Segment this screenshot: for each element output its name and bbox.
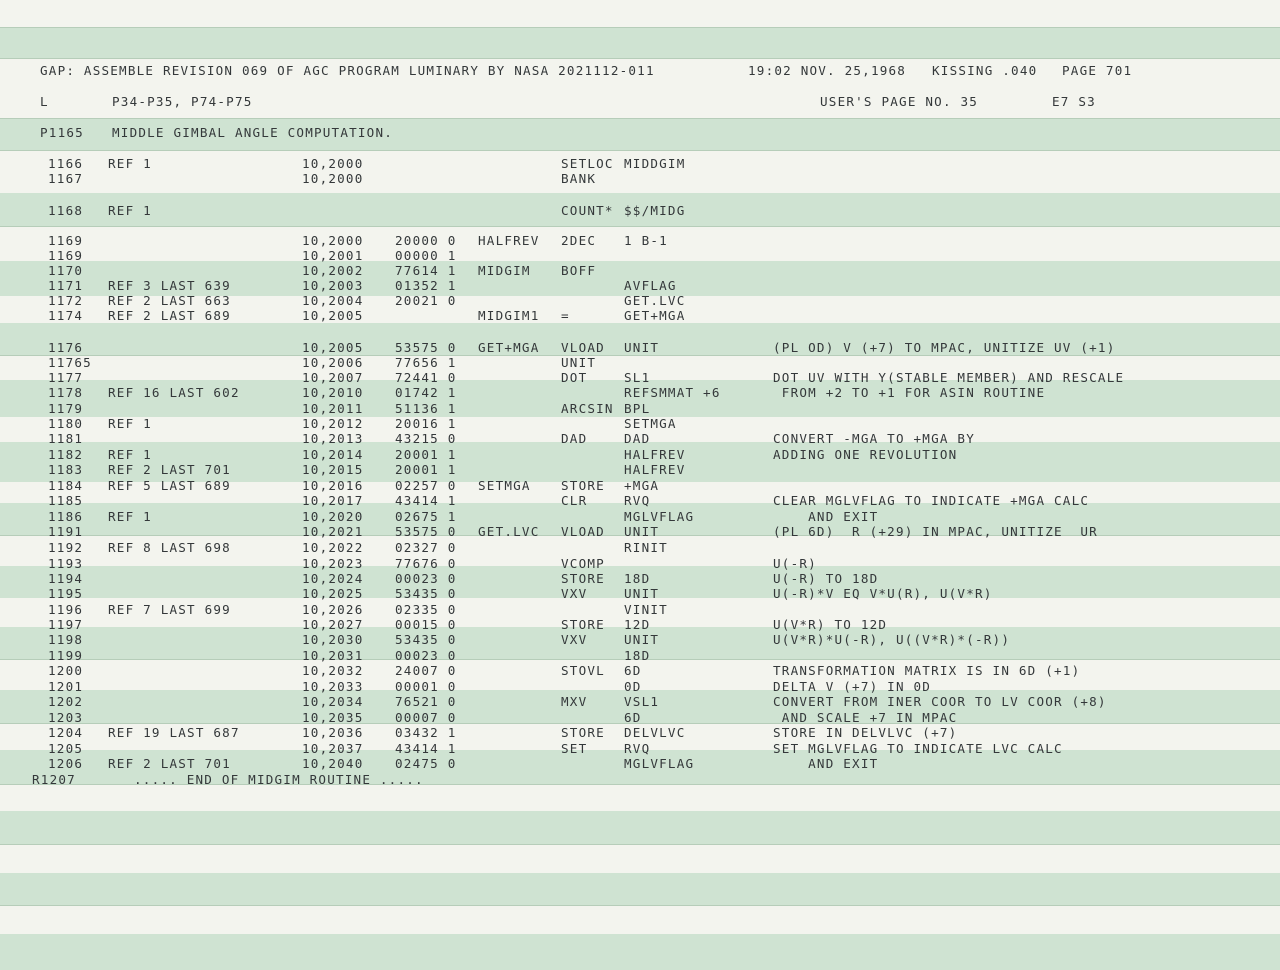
opcode: ARCSIN bbox=[561, 401, 614, 416]
octal-code: 00015 0 bbox=[395, 617, 457, 632]
octal-code: 02675 1 bbox=[395, 509, 457, 524]
opcode: BOFF bbox=[561, 263, 597, 278]
octal-code: 20021 0 bbox=[395, 293, 457, 308]
operand: GET+MGA bbox=[624, 308, 686, 323]
address: 10,2017 bbox=[302, 493, 364, 508]
line-number: 1167 bbox=[48, 171, 84, 186]
opcode: STORE bbox=[561, 725, 605, 740]
line-number: 1177 bbox=[48, 370, 84, 385]
line-number: 1180 bbox=[48, 416, 84, 431]
operand: 18D bbox=[624, 571, 651, 586]
operand: SL1 bbox=[624, 370, 651, 385]
address: 10,2004 bbox=[302, 293, 364, 308]
operand: 18D bbox=[624, 648, 651, 663]
opcode: STORE bbox=[561, 617, 605, 632]
comment: FROM +2 TO +1 FOR ASIN ROUTINE bbox=[773, 385, 1046, 400]
operand: RINIT bbox=[624, 540, 668, 555]
operand: UNIT bbox=[624, 524, 660, 539]
octal-code: 02257 0 bbox=[395, 478, 457, 493]
line-number: 1197 bbox=[48, 617, 84, 632]
octal-code: 00007 0 bbox=[395, 710, 457, 725]
section-id: P1165 bbox=[40, 125, 84, 140]
operand: UNIT bbox=[624, 632, 660, 647]
ref-field: REF 1 bbox=[108, 509, 152, 524]
label: GET+MGA bbox=[478, 340, 540, 355]
comment: STORE IN DELVLVC (+7) bbox=[773, 725, 958, 740]
header-page: PAGE 701 bbox=[1062, 63, 1133, 78]
line-number: 1201 bbox=[48, 679, 84, 694]
line-number: 1171 bbox=[48, 278, 84, 293]
opcode: VCOMP bbox=[561, 556, 605, 571]
address: 10,2010 bbox=[302, 385, 364, 400]
opcode: CLR bbox=[561, 493, 588, 508]
address: 10,2000 bbox=[302, 156, 364, 171]
address: 10,2002 bbox=[302, 263, 364, 278]
address: 10,2024 bbox=[302, 571, 364, 586]
octal-code: 02335 0 bbox=[395, 602, 457, 617]
ref-field: REF 1 bbox=[108, 416, 152, 431]
opcode: UNIT bbox=[561, 355, 597, 370]
address: 10,2021 bbox=[302, 524, 364, 539]
operand: 12D bbox=[624, 617, 651, 632]
ref-field: REF 5 LAST 689 bbox=[108, 478, 231, 493]
comment: U(V*R)*U(-R), U((V*R)*(-R)) bbox=[773, 632, 1011, 647]
line-number: 1205 bbox=[48, 741, 84, 756]
operand: +MGA bbox=[624, 478, 660, 493]
line-number: 1191 bbox=[48, 524, 84, 539]
ref-field: REF 2 LAST 701 bbox=[108, 756, 231, 771]
address: 10,2037 bbox=[302, 741, 364, 756]
comment: U(-R)*V EQ V*U(R), U(V*R) bbox=[773, 586, 993, 601]
rule-line bbox=[0, 58, 1280, 59]
comment: TRANSFORMATION MATRIX IS IN 6D (+1) bbox=[773, 663, 1081, 678]
comment: U(-R) bbox=[773, 556, 817, 571]
ref-field: REF 1 bbox=[108, 203, 152, 218]
octal-code: 02475 0 bbox=[395, 756, 457, 771]
octal-code: 20016 1 bbox=[395, 416, 457, 431]
label: GET.LVC bbox=[478, 524, 540, 539]
operand: GET.LVC bbox=[624, 293, 686, 308]
address: 10,2031 bbox=[302, 648, 364, 663]
greenbar-band bbox=[0, 873, 1280, 905]
operand: MGLVFLAG bbox=[624, 509, 695, 524]
line-number: 1206 bbox=[48, 756, 84, 771]
octal-code: 51136 1 bbox=[395, 401, 457, 416]
header-title: GAP: ASSEMBLE REVISION 069 OF AGC PROGRAM LUMINARY BY NASA 2021112-011 bbox=[40, 63, 655, 78]
address: 10,2013 bbox=[302, 431, 364, 446]
octal-code: 20001 1 bbox=[395, 462, 457, 477]
operand: UNIT bbox=[624, 340, 660, 355]
operand: HALFREV bbox=[624, 462, 686, 477]
operand: AVFLAG bbox=[624, 278, 677, 293]
octal-code: 76521 0 bbox=[395, 694, 457, 709]
footer-text: ..... END OF MIDGIM ROUTINE ..... bbox=[134, 772, 424, 787]
line-number: 1183 bbox=[48, 462, 84, 477]
octal-code: 53575 0 bbox=[395, 524, 457, 539]
address: 10,2016 bbox=[302, 478, 364, 493]
line-number: 1181 bbox=[48, 431, 84, 446]
rule-line bbox=[0, 150, 1280, 151]
opcode: SET bbox=[561, 741, 588, 756]
operand: BPL bbox=[624, 401, 651, 416]
address: 10,2014 bbox=[302, 447, 364, 462]
header-users-page: USER'S PAGE NO. 35 bbox=[820, 94, 979, 109]
octal-code: 01742 1 bbox=[395, 385, 457, 400]
header-kissing: KISSING .040 bbox=[932, 63, 1038, 78]
address: 10,2022 bbox=[302, 540, 364, 555]
comment: AND EXIT bbox=[773, 509, 879, 524]
octal-code: 53435 0 bbox=[395, 586, 457, 601]
opcode: VXV bbox=[561, 586, 588, 601]
label: MIDGIM1 bbox=[478, 308, 540, 323]
address: 10,2025 bbox=[302, 586, 364, 601]
address: 10,2005 bbox=[302, 308, 364, 323]
octal-code: 43215 0 bbox=[395, 431, 457, 446]
line-number: 11765 bbox=[48, 355, 92, 370]
line-number: 1185 bbox=[48, 493, 84, 508]
line-number: 1179 bbox=[48, 401, 84, 416]
label: HALFREV bbox=[478, 233, 540, 248]
line-number: 1172 bbox=[48, 293, 84, 308]
ref-field: REF 16 LAST 602 bbox=[108, 385, 240, 400]
address: 10,2035 bbox=[302, 710, 364, 725]
operand: DAD bbox=[624, 431, 651, 446]
operand: DELVLVC bbox=[624, 725, 686, 740]
opcode: VXV bbox=[561, 632, 588, 647]
operand: MGLVFLAG bbox=[624, 756, 695, 771]
opcode: STORE bbox=[561, 571, 605, 586]
rule-line bbox=[0, 226, 1280, 227]
octal-code: 43414 1 bbox=[395, 741, 457, 756]
address: 10,2015 bbox=[302, 462, 364, 477]
line-number: 1204 bbox=[48, 725, 84, 740]
operand: $$/MIDG bbox=[624, 203, 686, 218]
address: 10,2033 bbox=[302, 679, 364, 694]
line-number: 1169 bbox=[48, 248, 84, 263]
ref-field: REF 2 LAST 701 bbox=[108, 462, 231, 477]
operand: HALFREV bbox=[624, 447, 686, 462]
operand: RVQ bbox=[624, 741, 651, 756]
comment: AND SCALE +7 IN MPAC bbox=[773, 710, 958, 725]
line-number: 1194 bbox=[48, 571, 84, 586]
comment: CLEAR MGLVFLAG TO INDICATE +MGA CALC bbox=[773, 493, 1090, 508]
address: 10,2032 bbox=[302, 663, 364, 678]
octal-code: 72441 0 bbox=[395, 370, 457, 385]
address: 10,2006 bbox=[302, 355, 364, 370]
opcode: COUNT* bbox=[561, 203, 614, 218]
address: 10,2003 bbox=[302, 278, 364, 293]
comment: CONVERT FROM INER COOR TO LV COOR (+8) bbox=[773, 694, 1107, 709]
octal-code: 20001 1 bbox=[395, 447, 457, 462]
operand: MIDDGIM bbox=[624, 156, 686, 171]
line-number: 1166 bbox=[48, 156, 84, 171]
header-l-marker: L bbox=[40, 94, 49, 109]
opcode: VLOAD bbox=[561, 524, 605, 539]
address: 10,2023 bbox=[302, 556, 364, 571]
ref-field: REF 3 LAST 639 bbox=[108, 278, 231, 293]
address: 10,2007 bbox=[302, 370, 364, 385]
operand: VINIT bbox=[624, 602, 668, 617]
operand: 6D bbox=[624, 663, 642, 678]
line-number: 1193 bbox=[48, 556, 84, 571]
ref-field: REF 1 bbox=[108, 156, 152, 171]
greenbar-band bbox=[0, 934, 1280, 970]
octal-code: 77614 1 bbox=[395, 263, 457, 278]
opcode: 2DEC bbox=[561, 233, 597, 248]
rule-line bbox=[0, 355, 1280, 356]
rule-line bbox=[0, 27, 1280, 28]
greenbar-band bbox=[0, 811, 1280, 844]
header-timestamp: 19:02 NOV. 25,1968 bbox=[748, 63, 907, 78]
comment: U(-R) TO 18D bbox=[773, 571, 879, 586]
address: 10,2030 bbox=[302, 632, 364, 647]
opcode: = bbox=[561, 308, 570, 323]
rule-line bbox=[0, 905, 1280, 906]
address: 10,2034 bbox=[302, 694, 364, 709]
comment: (PL OD) V (+7) TO MPAC, UNITIZE UV (+1) bbox=[773, 340, 1116, 355]
comment: CONVERT -MGA TO +MGA BY bbox=[773, 431, 975, 446]
address: 10,2005 bbox=[302, 340, 364, 355]
header-programs: P34-P35, P74-P75 bbox=[112, 94, 253, 109]
octal-code: 01352 1 bbox=[395, 278, 457, 293]
comment: ADDING ONE REVOLUTION bbox=[773, 447, 958, 462]
operand: VSL1 bbox=[624, 694, 660, 709]
greenbar-band bbox=[0, 28, 1280, 58]
address: 10,2000 bbox=[302, 171, 364, 186]
rule-line bbox=[0, 844, 1280, 845]
label: SETMGA bbox=[478, 478, 531, 493]
comment: (PL 6D) R (+29) IN MPAC, UNITIZE UR bbox=[773, 524, 1098, 539]
line-number: 1170 bbox=[48, 263, 84, 278]
ref-field: REF 2 LAST 689 bbox=[108, 308, 231, 323]
comment: DELTA V (+7) IN 0D bbox=[773, 679, 932, 694]
comment: DOT UV WITH Y(STABLE MEMBER) AND RESCALE bbox=[773, 370, 1125, 385]
ref-field: REF 2 LAST 663 bbox=[108, 293, 231, 308]
address: 10,2036 bbox=[302, 725, 364, 740]
operand: RVQ bbox=[624, 493, 651, 508]
line-number: 1192 bbox=[48, 540, 84, 555]
opcode: DAD bbox=[561, 431, 588, 446]
comment: AND EXIT bbox=[773, 756, 879, 771]
octal-code: 77676 0 bbox=[395, 556, 457, 571]
opcode: VLOAD bbox=[561, 340, 605, 355]
section-title: MIDDLE GIMBAL ANGLE COMPUTATION. bbox=[112, 125, 394, 140]
ref-field: REF 1 bbox=[108, 447, 152, 462]
address: 10,2040 bbox=[302, 756, 364, 771]
label: MIDGIM bbox=[478, 263, 531, 278]
operand: UNIT bbox=[624, 586, 660, 601]
header-code: E7 S3 bbox=[1052, 94, 1096, 109]
line-number: 1198 bbox=[48, 632, 84, 647]
line-number: 1202 bbox=[48, 694, 84, 709]
line-number: 1184 bbox=[48, 478, 84, 493]
line-number: 1186 bbox=[48, 509, 84, 524]
octal-code: 02327 0 bbox=[395, 540, 457, 555]
line-number: 1176 bbox=[48, 340, 84, 355]
line-number: 1196 bbox=[48, 602, 84, 617]
octal-code: 03432 1 bbox=[395, 725, 457, 740]
octal-code: 00001 0 bbox=[395, 679, 457, 694]
comment: SET MGLVFLAG TO INDICATE LVC CALC bbox=[773, 741, 1063, 756]
rule-line bbox=[0, 118, 1280, 119]
ref-field: REF 7 LAST 699 bbox=[108, 602, 231, 617]
operand: 1 B-1 bbox=[624, 233, 668, 248]
address: 10,2000 bbox=[302, 233, 364, 248]
octal-code: 77656 1 bbox=[395, 355, 457, 370]
ref-field: REF 19 LAST 687 bbox=[108, 725, 240, 740]
octal-code: 53435 0 bbox=[395, 632, 457, 647]
line-number: 1182 bbox=[48, 447, 84, 462]
opcode: SETLOC bbox=[561, 156, 614, 171]
operand: 0D bbox=[624, 679, 642, 694]
operand: REFSMMAT +6 bbox=[624, 385, 721, 400]
line-number: 1199 bbox=[48, 648, 84, 663]
line-number: 1195 bbox=[48, 586, 84, 601]
operand: 6D bbox=[624, 710, 642, 725]
opcode: STORE bbox=[561, 478, 605, 493]
octal-code: 00023 0 bbox=[395, 648, 457, 663]
footer-id: R1207 bbox=[32, 772, 76, 787]
line-number: 1178 bbox=[48, 385, 84, 400]
address: 10,2026 bbox=[302, 602, 364, 617]
line-number: 1174 bbox=[48, 308, 84, 323]
opcode: BANK bbox=[561, 171, 597, 186]
octal-code: 00023 0 bbox=[395, 571, 457, 586]
octal-code: 43414 1 bbox=[395, 493, 457, 508]
line-number: 1200 bbox=[48, 663, 84, 678]
octal-code: 53575 0 bbox=[395, 340, 457, 355]
opcode: STOVL bbox=[561, 663, 605, 678]
address: 10,2027 bbox=[302, 617, 364, 632]
address: 10,2011 bbox=[302, 401, 364, 416]
line-number: 1203 bbox=[48, 710, 84, 725]
octal-code: 24007 0 bbox=[395, 663, 457, 678]
address: 10,2012 bbox=[302, 416, 364, 431]
line-number: 1168 bbox=[48, 203, 84, 218]
address: 10,2001 bbox=[302, 248, 364, 263]
operand: SETMGA bbox=[624, 416, 677, 431]
octal-code: 00000 1 bbox=[395, 248, 457, 263]
line-number: 1169 bbox=[48, 233, 84, 248]
ref-field: REF 8 LAST 698 bbox=[108, 540, 231, 555]
opcode: MXV bbox=[561, 694, 588, 709]
opcode: DOT bbox=[561, 370, 588, 385]
comment: U(V*R) TO 12D bbox=[773, 617, 888, 632]
address: 10,2020 bbox=[302, 509, 364, 524]
octal-code: 20000 0 bbox=[395, 233, 457, 248]
